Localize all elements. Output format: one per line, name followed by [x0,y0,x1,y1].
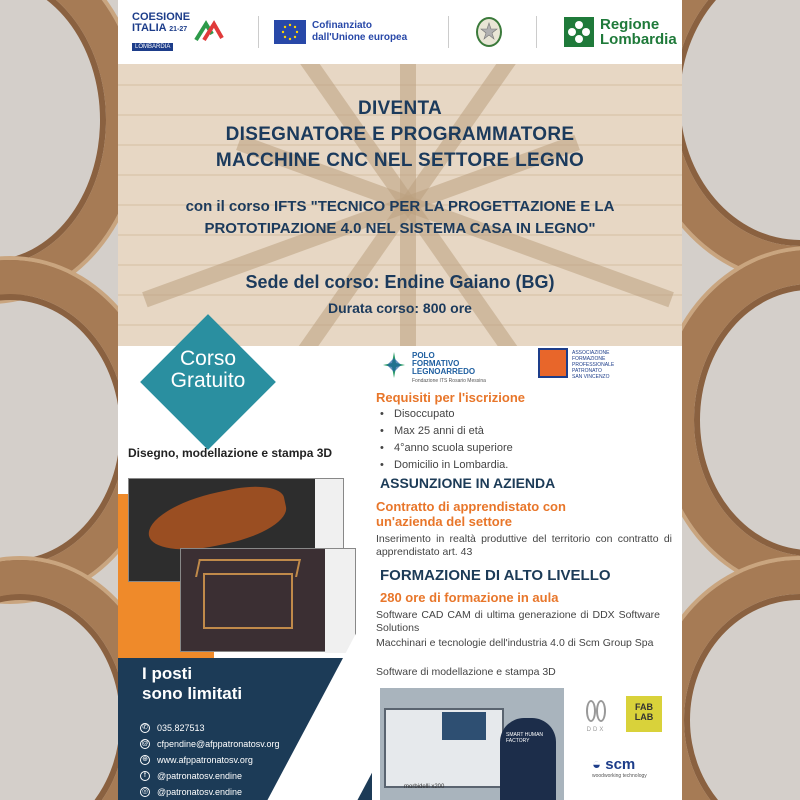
hiring-subtitle: Contratto di apprendistato con un'azienda del settore [376,499,566,529]
hiring-title: ASSUNZIONE IN AZIENDA [380,475,556,491]
workshop-photo: morbidelli x200 SMART HUMAN FACTORY [380,688,564,800]
list-item: • Domicilio in Lombardia. [380,457,513,474]
email-icon: @ [141,740,149,747]
whatsapp-icon: ✆ [140,723,150,733]
course-name-line-1: con il corso IFTS "TECNICO PER LA PROGETTAZIONE E LA [185,198,615,215]
lombardia-rose-icon [564,17,594,47]
training-subtitle: 280 ore di formazione in aula [380,590,559,605]
instagram-icon: ◎ [141,788,149,795]
list-item: • Max 25 anni di età [380,423,513,440]
requirements-title: Requisiti per l'iscrizione [376,390,526,405]
facebook-icon: f [140,771,150,781]
afp-patronato-logo: ASSOCIAZIONE FORMAZIONE PROFESSIONALE PATRONATO SAN VINCENZO [538,348,628,384]
coesione-mark-icon [194,20,224,44]
regione-lombardia-logo: Regione Lombardia [564,14,677,50]
coesione-italia-logo: COESIONE ITALIA 21-27 LOMBARDIA [132,14,224,50]
fablab-logo: FAB LAB [626,696,662,732]
course-name-line-2: PROTOTIPAZIONE 4.0 NEL SISTEMA CASA IN LEGNO" [204,220,596,237]
training-item-cad: Software CAD CAM di ultima generazione di DDX Software Solutions [376,609,660,634]
polo-star-icon [382,350,406,380]
requirements-list [380,406,513,474]
contact-website[interactable]: ⊕ www.afppatronatosv.org [140,752,280,768]
contact-list [140,720,280,800]
logo-bar [118,0,682,64]
headline-line-2: DISEGNATORE E PROGRAMMATORE [225,124,575,145]
list-item: • Disoccupato [380,406,513,423]
course-duration: Durata corso: 800 ore [328,300,472,316]
ddx-logo: DDX [576,700,616,736]
globe-icon: ⊕ [140,755,150,765]
course-flyer [118,0,682,800]
headline-line-1: DIVENTA [357,98,443,119]
hiring-description: Inserimento in realtà produttive del territorio con contratto di apprendistato art. 43 [376,533,672,558]
contact-email[interactable]: @ cfpendine@afppatronatosv.org [141,739,280,749]
course-location: Sede del corso: Endine Gaiano (BG) [245,272,555,292]
italian-republic-emblem-icon [476,14,502,50]
afp-logo-icon [538,348,568,378]
polo-formativo-logo: POLO FORMATIVO LEGNOARREDO Fondazione ITS Rosario Messina [382,348,506,388]
contact-facebook[interactable]: f @patronatosv.endine [140,768,280,784]
list-item: • 4°anno scuola superiore [380,440,513,457]
contact-phone[interactable]: ✆ 035.827513 [140,720,280,736]
scm-logo: ◒ scm woodworking technology [592,756,647,779]
eu-flag-icon [274,20,306,44]
contact-instagram[interactable]: ◎ @patronatosv.endine [141,787,243,797]
training-item-scm: Macchinari e tecnologie dell'industria 4.0 di Scm Group Spa [376,637,654,649]
headline-line-3: MACCHINE CNC NEL SETTORE LEGNO [215,150,585,171]
hero-wood-ceiling [118,64,682,346]
cad-screenshot-house [180,548,356,652]
training-item-3d: Software di modellazione e stampa 3D [376,666,556,678]
training-title: FORMAZIONE DI ALTO LIVELLO [380,567,611,584]
scm-mark-icon: ◒ [592,756,602,773]
design-caption: Disegno, modellazione e stampa 3D [128,446,333,460]
free-course-badge: Corso Gratuito [138,312,278,452]
limited-places-notice: I posti sono limitati [142,664,243,703]
eu-cofinanced-logo: Cofinanziato dall'Unione europea [274,14,407,50]
